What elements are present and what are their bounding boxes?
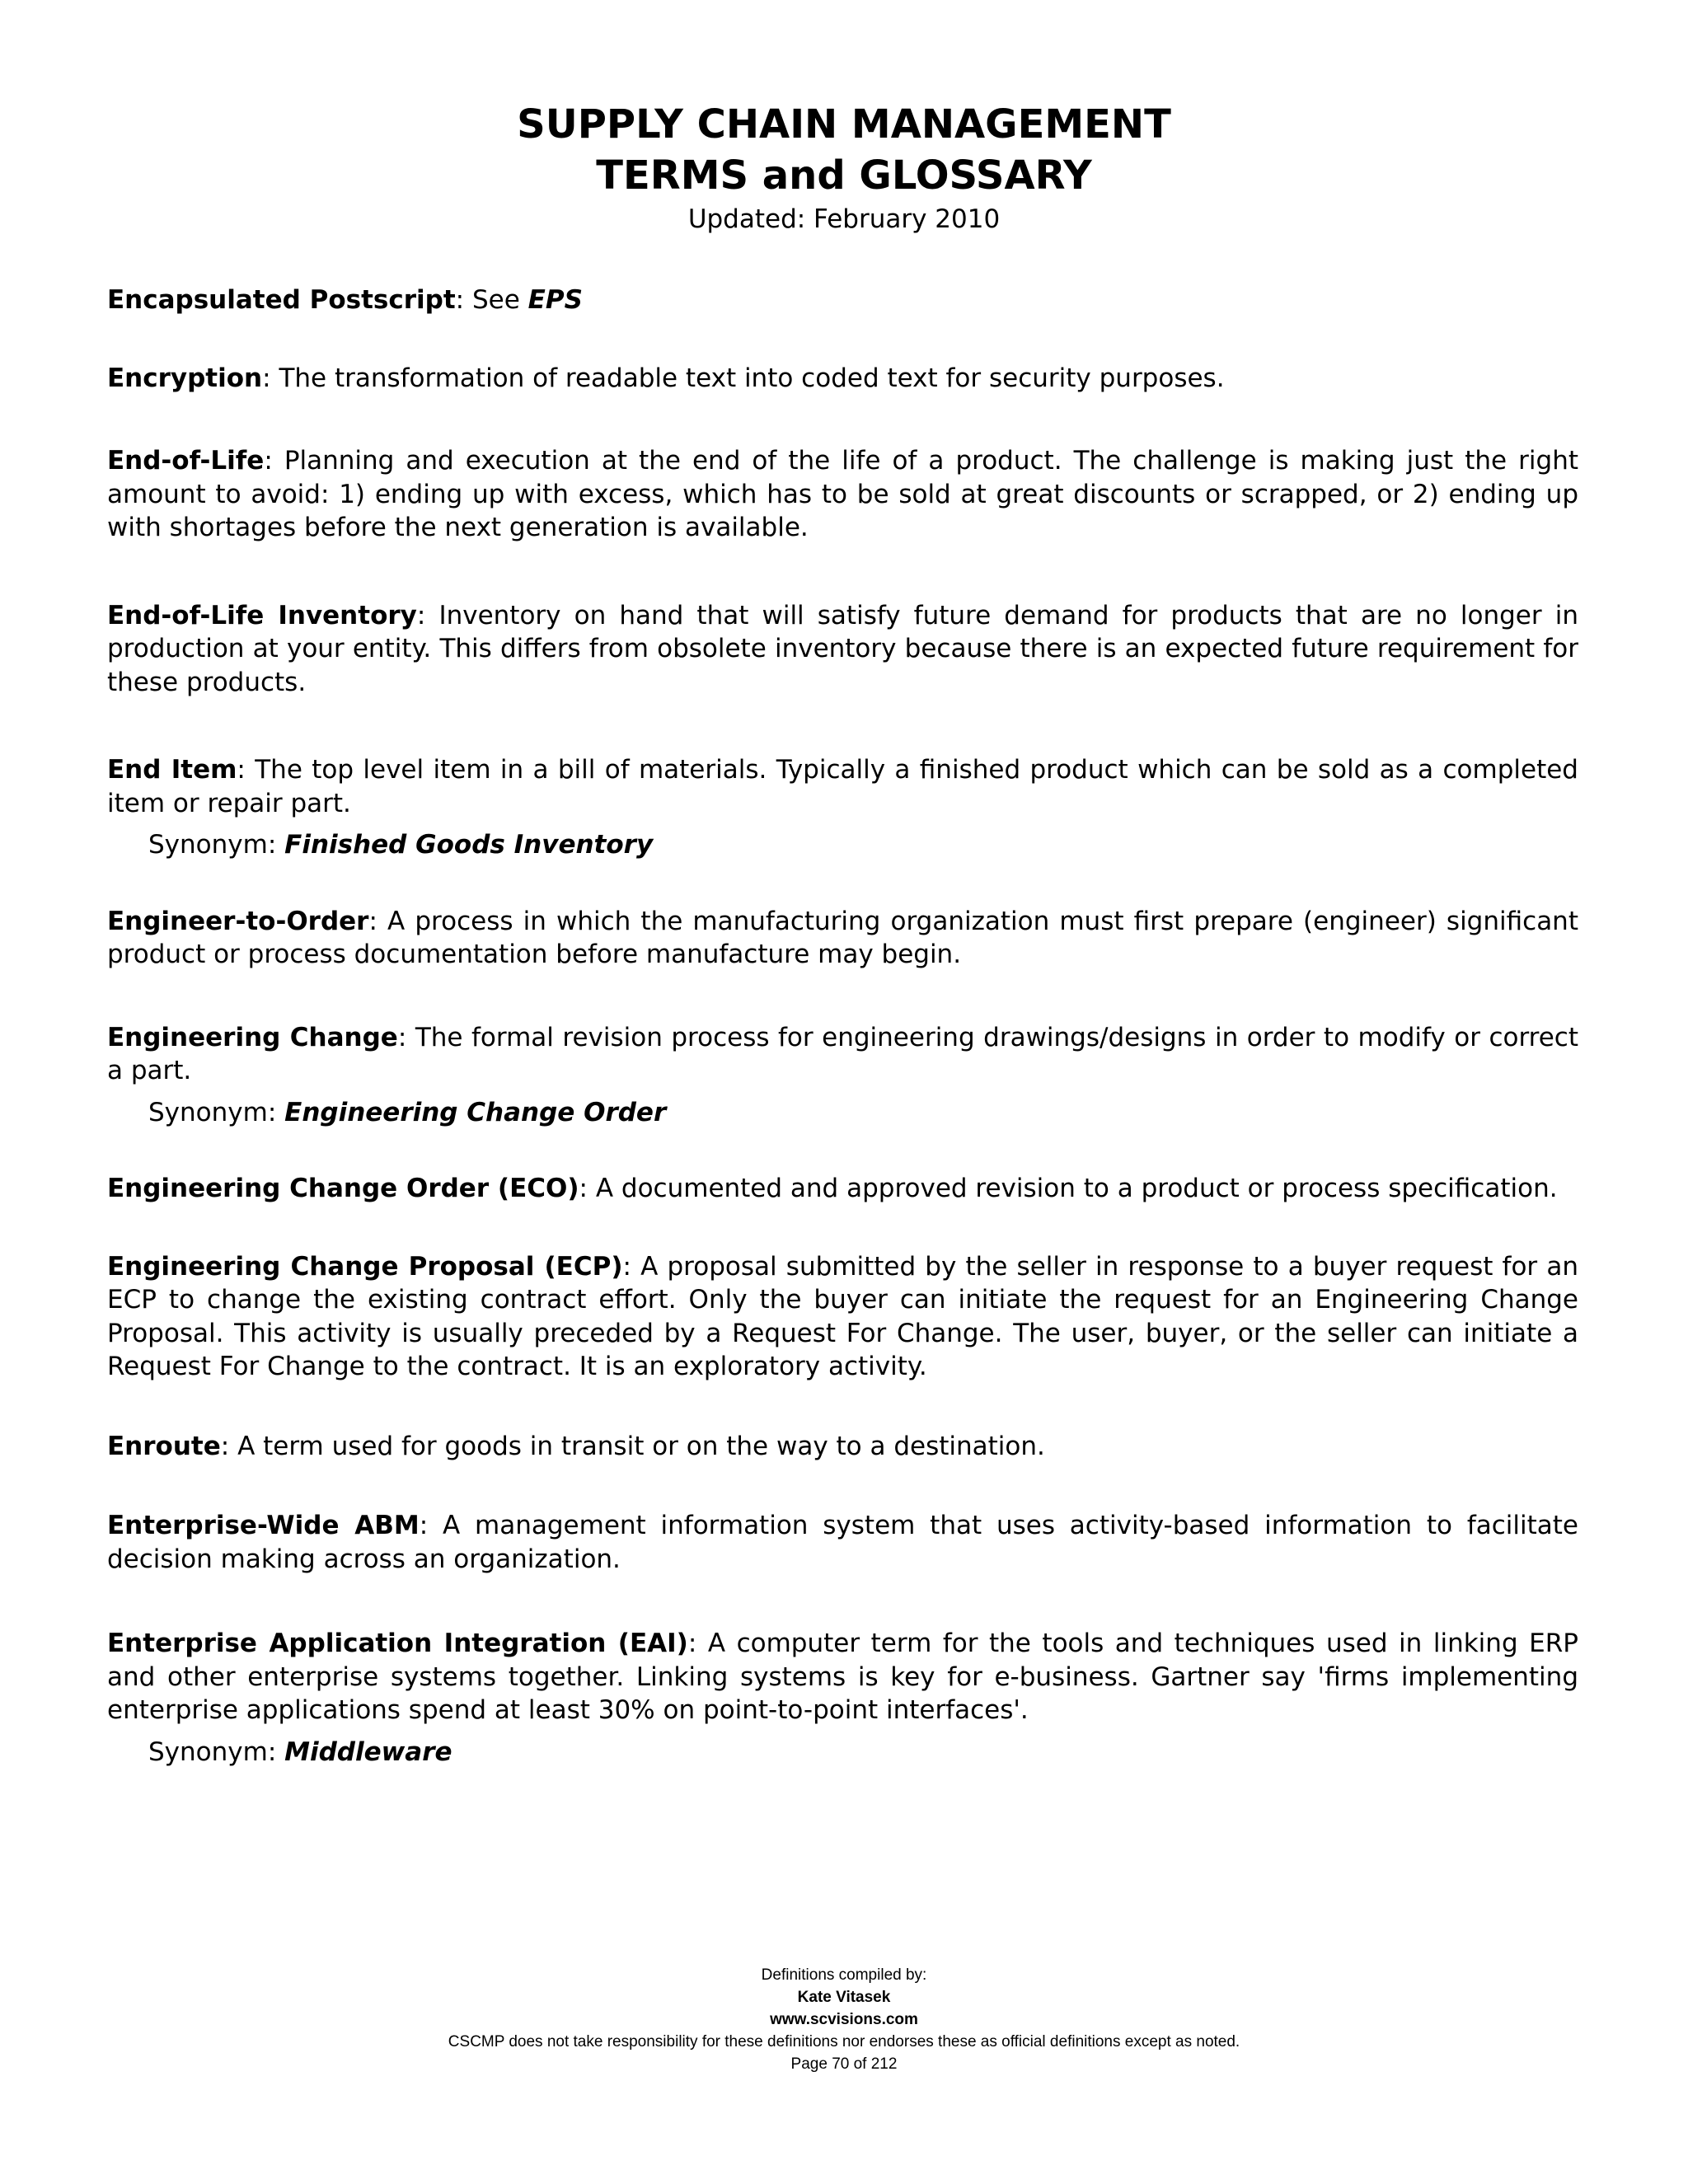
synonym-label: Synonym: bbox=[148, 1736, 285, 1767]
glossary-term: End-of-Life bbox=[107, 446, 265, 476]
glossary-definition: A process in which the manufacturing organization must first prepare (engineer) significant product or process documentation before manufacture may begin. bbox=[107, 906, 1578, 969]
glossary-definition: See bbox=[471, 285, 528, 315]
glossary-entry bbox=[107, 1430, 1578, 1464]
term-separator: : bbox=[264, 446, 284, 476]
glossary-definition: A documented and approved revision to a product or process specification. bbox=[595, 1174, 1558, 1203]
glossary-definition: Inventory on hand that will satisfy future demand for products that are no longer in production at your entity. This differs from obsolete inventory because there is an expected future requirement for these products. bbox=[107, 600, 1578, 697]
term-separator: : bbox=[397, 1022, 415, 1052]
glossary-entry bbox=[107, 1509, 1578, 1576]
glossary-term: Enroute bbox=[107, 1431, 221, 1461]
synonym-line bbox=[107, 1096, 1578, 1130]
glossary-entry bbox=[107, 362, 1578, 396]
synonym-label: Synonym: bbox=[148, 830, 285, 860]
term-separator: : bbox=[220, 1431, 238, 1461]
glossary-term: Engineering Change Proposal (ECP) bbox=[107, 1251, 623, 1282]
glossary-definition: The formal revision process for engineering drawings/designs in order to modify or correct a part. bbox=[107, 1022, 1579, 1085]
glossary-definition: The top level item in a bill of materials. Typically a finished product which can be sold as a completed item or repair part. bbox=[107, 755, 1578, 818]
glossary-entry bbox=[107, 599, 1578, 700]
term-separator: : bbox=[419, 1511, 443, 1540]
glossary-entry bbox=[107, 1250, 1578, 1384]
glossary-term: Enterprise Application Integration (EAI) bbox=[107, 1629, 688, 1658]
page-header bbox=[0, 99, 1688, 236]
synonym-link[interactable]: Engineering Change Order bbox=[284, 1097, 667, 1127]
disclaimer-text: CSCMP does not take responsibility for these definitions nor endorses these as official definitions except as noted. bbox=[448, 2033, 1240, 2050]
updated-date: Updated: February 2010 bbox=[687, 204, 1001, 234]
glossary-definition: A proposal submitted by the seller in response to a buyer request for an ECP to change the existing contract effort. Only the buyer can initiate the request for an Engineering Change Proposal. This activity is usually preceded by a Request For Change. The user, buyer, or the seller can initiate a Request For Change to the contract. It is an exploratory activity. bbox=[107, 1251, 1578, 1381]
page-title-line-2: TERMS and GLOSSARY bbox=[596, 152, 1092, 199]
synonym-link[interactable]: Finished Goods Inventory bbox=[284, 830, 654, 860]
glossary-entry bbox=[107, 1627, 1578, 1727]
term-separator: : bbox=[262, 363, 279, 393]
glossary-definition: A term used for goods in transit or on the way to a destination. bbox=[237, 1431, 1045, 1461]
website-link[interactable]: www.scvisions.com bbox=[770, 2011, 918, 2028]
synonym-line bbox=[107, 1736, 1578, 1769]
glossary-entry bbox=[107, 444, 1578, 545]
term-separator: : bbox=[622, 1251, 641, 1282]
glossary-term: Enterprise-Wide ABM bbox=[107, 1511, 420, 1540]
glossary-list bbox=[107, 280, 1578, 1769]
glossary-term: Engineering Change bbox=[107, 1022, 398, 1052]
author-name: Kate Vitasek bbox=[797, 1989, 891, 2006]
synonym-line bbox=[107, 828, 1578, 862]
glossary-entry bbox=[107, 284, 1578, 317]
term-separator: : bbox=[416, 600, 439, 630]
glossary-term: End Item bbox=[107, 755, 237, 785]
glossary-entry bbox=[107, 905, 1578, 972]
term-separator: : bbox=[687, 1629, 708, 1658]
page-title-line-1: SUPPLY CHAIN MANAGEMENT bbox=[517, 101, 1171, 148]
compiled-by-label: Definitions compiled by: bbox=[761, 1966, 927, 1984]
synonym-link[interactable]: Middleware bbox=[284, 1736, 452, 1767]
glossary-entry bbox=[107, 1021, 1578, 1088]
page-number: Page 70 of 212 bbox=[790, 2055, 898, 2073]
glossary-term: End-of-Life Inventory bbox=[107, 600, 417, 630]
term-separator: : bbox=[579, 1174, 596, 1203]
glossary-term: Encryption bbox=[107, 363, 263, 393]
synonym-label: Synonym: bbox=[148, 1097, 285, 1127]
glossary-entry bbox=[107, 1172, 1578, 1206]
see-reference-link[interactable]: EPS bbox=[528, 285, 583, 315]
glossary-term: Engineer-to-Order bbox=[107, 906, 369, 936]
term-separator: : bbox=[368, 906, 388, 936]
term-separator: : bbox=[455, 285, 472, 315]
glossary-definition: A computer term for the tools and techniques used in linking ERP and other enterprise systems together. Linking systems is key for e-business. Gartner say 'firms implementing enterprise applications spend at least 30% on point-to-point interfaces'. bbox=[107, 1629, 1578, 1725]
glossary-term: Encapsulated Postscript bbox=[107, 285, 456, 315]
page-footer bbox=[0, 1964, 1688, 2075]
glossary-term: Engineering Change Order (ECO) bbox=[107, 1174, 579, 1203]
glossary-entry bbox=[107, 753, 1578, 820]
glossary-definition: Planning and execution at the end of the life of a product. The challenge is making just the right amount to avoid: 1) ending up with excess, which has to be sold at great discounts or scrapped, or 2) ending up with shortages before the next generation is available. bbox=[107, 446, 1578, 542]
term-separator: : bbox=[237, 755, 256, 785]
glossary-definition: A management information system that uses activity-based information to facilitate decision making across an organization. bbox=[107, 1511, 1578, 1574]
glossary-definition: The transformation of readable text into coded text for security purposes. bbox=[279, 363, 1225, 393]
